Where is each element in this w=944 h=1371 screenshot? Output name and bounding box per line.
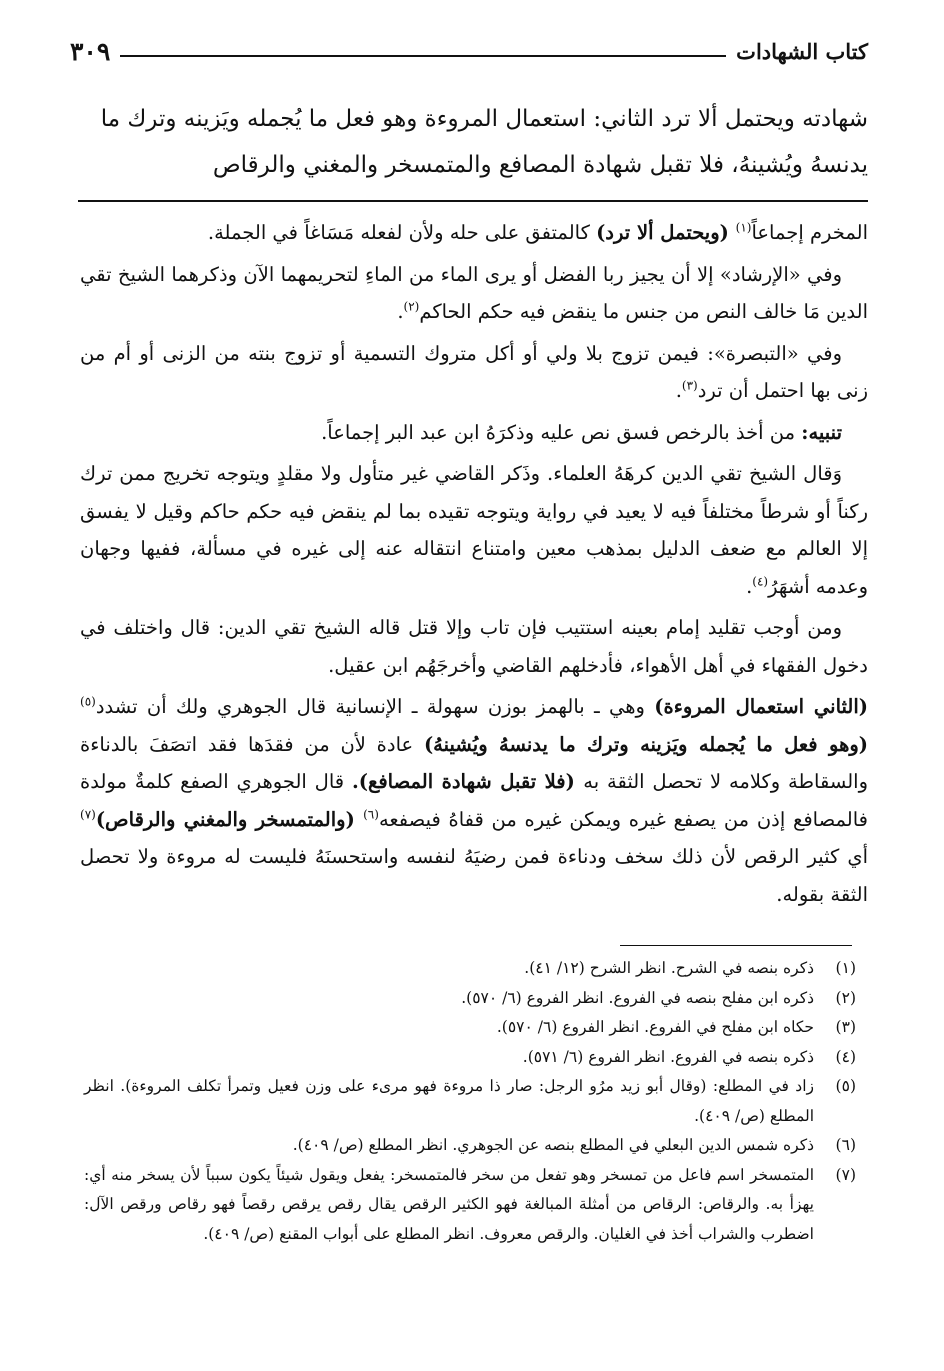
footnote-ref: (١) (735, 220, 752, 235)
commentary-paragraph: وَقال الشيخ تقي الدين كرهَهُ العلماء. وذَكر القاضي غير متأول ولا مقلدٍ ويتوجه تخريج ممن ترك ركناً أو شرطاً مختلفاً فيه لا يعيد في رواية ويتوجه تقيده بما لم ينقض فيه حكم حاكم وقيل لا يفسق إلا العالم مع ضعف الدليل بمذهب معين وامتناع انتقاله عنه إلى غيره في مسألة، ففيها وجهان وعدمه أشهَرُ$^{(٤)}$. (80, 462, 868, 598)
footnote-text: ذكره بنصه في الشرح. انظر الشرح (١٢/ ٤١). (524, 959, 814, 977)
footnote-number: (٦) (835, 1136, 856, 1154)
commentary-paragraph: وفي «الإرشاد» إلا أن يجيز ربا الفضل أو يرى الماء من الماءِ لتحريمهما الآن وذكرهما الشيخ تقي الدين مَا خالف النص من جنس ما ينقض فيه حكم الحاكم$^{(٢)}$. (80, 262, 868, 323)
header-rule (120, 55, 726, 57)
main-text-divider (78, 200, 868, 202)
footnote-number: (١) (835, 959, 856, 977)
footnote (84, 1161, 856, 1250)
footnote-number: (٥) (835, 1077, 856, 1095)
footnote-text: ذكره ابن مفلح بنصه في الفروع. انظر الفروع (٦/ ٥٧٠). (461, 988, 814, 1007)
commentary-paragraph: المخرم إجماعاً$^{(١)}$ (ويحتمل ألا ترد) كالمتفق على حله ولأن لفعله مَسَاغاً في الجملة. (207, 220, 868, 244)
footnote-ref: (٦) (363, 807, 379, 821)
main-text-line: يدنسهُ ويُشينهُ، فلا تقبل شهادة المصافع والمتمسخر والمغني والرقاص (212, 152, 868, 178)
footnote-number: (٤) (835, 1047, 856, 1066)
footnote-text: المتمسخر اسم فاعل من تمسخر وهو تفعل من سخر فالمتمسخر: يفعل ويقول شيئاً يكون سبباً لأن يسخر منه أي: يهزأ به. والرقاص: الرقاص من أمثلة المبالغة فهو الكثير الرقص يقال رقص يرقص رقصاً فهو رقاص ورقص الآل: اضطرب والشراب أخذ في الغليان. والرقص معروف. انظر المطلع على أبواب المقنع (ص/ ٤٠٩). (84, 1165, 814, 1243)
footnote-divider (620, 945, 852, 946)
footnote-number: (٧) (835, 1165, 856, 1184)
commentary (80, 214, 868, 917)
footnote-ref: (٥) (80, 694, 96, 709)
running-header (70, 26, 868, 76)
footnote-text: ذكره بنصه في الفروع. انظر الفروع (٦/ ٥٧١). (522, 1047, 814, 1066)
footnote-ref: (٤) (752, 574, 769, 588)
footnote-text: حكاه ابن مفلح في الفروع. انظر الفروع (٦/ ٥٧٠). (496, 1018, 814, 1036)
footnote-ref: (٧) (80, 807, 96, 821)
commentary-paragraph: (الثاني استعمال المروءة) وهي ـ بالهمز بوزن سهولة ـ الإنسانية قال الجوهري ولك أن تشدد$^{(٥)}$ (وهو فعل ما يُجمله ويَزينه وترك ما يدنسهُ ويُشينهُ) عادة لأن من فقدَها فقد اتصَفَ بالدناءة والسقاطة وكلامه لا تحصل الثقة به (فلا تقبل شهادة المصافع). قال الجوهري الصفع كلمةٌ مولدة فالمصافع إذن من يصفع غيره ويمكن غيره من قفاهُ فيصفعه$^{(٦)}$ (والمتمسخر والمغني والرقاص)$^{(٧)}$ أي كثير الرقص لأن ذلك سخف ودناءة فمن رضيَهُ لنفسه واستحسنَهُ فليست له مروءة ولا تحصل الثقة بقوله. (80, 694, 869, 906)
main-text-line: شهادته ويحتمل ألا ترد الثاني: استعمال المروءة وهو فعل ما يُجمله ويَزينه وترك ما (100, 106, 868, 132)
commentary-paragraph: ومن أوجب تقليد إمام بعينه استتيب فإن تاب وإلا قتل قاله الشيخ تقي الدين: قال واختلف في دخول الفقهاء في أهل الأهواء، فأدخلهم القاضي وأخرجَهُم ابن عقيل. (80, 616, 868, 677)
footnote-text: زاد في المطلع: (وقال أبو زيد مرُو الرجل: صار ذا مروءة فهو مرىء على وزن فعيل وتمرأ تكلف المروءة). انظر المطلع (ص/ ٤٠٩). (84, 1077, 814, 1125)
footnote (84, 1043, 856, 1073)
footnotes (84, 954, 856, 1249)
page-number: ٣٠٩ (70, 36, 111, 66)
footnote (84, 984, 856, 1014)
footnote (84, 1131, 856, 1161)
commentary-paragraph: وفي «التبصرة»: فيمن تزوج بلا ولي أو أكل متروك التسمية أو تزوج بنته من الزنى أو أم من زنى بها احتمل أن ترد$^{(٣)}$. (80, 341, 868, 402)
footnote (84, 1072, 856, 1131)
footnote-number: (٢) (835, 988, 856, 1007)
footnote-ref: (٣) (681, 378, 698, 393)
footnote (84, 954, 856, 984)
main-text (78, 96, 868, 188)
footnote-number: (٣) (835, 1018, 856, 1036)
commentary-paragraph: تنبيه: من أخذ بالرخص فسق نص عليه وذكرَهُ ابن عبد البر إجماعاً. (321, 420, 842, 444)
footnote (84, 1013, 856, 1043)
footnote-ref: (٢) (403, 299, 420, 314)
footnote-text: ذكره شمس الدين البعلي في المطلع بنصه عن الجوهري. انظر المطلع (ص/ ٤٠٩). (292, 1136, 814, 1154)
chapter-title: كتاب الشهادات (736, 38, 868, 64)
